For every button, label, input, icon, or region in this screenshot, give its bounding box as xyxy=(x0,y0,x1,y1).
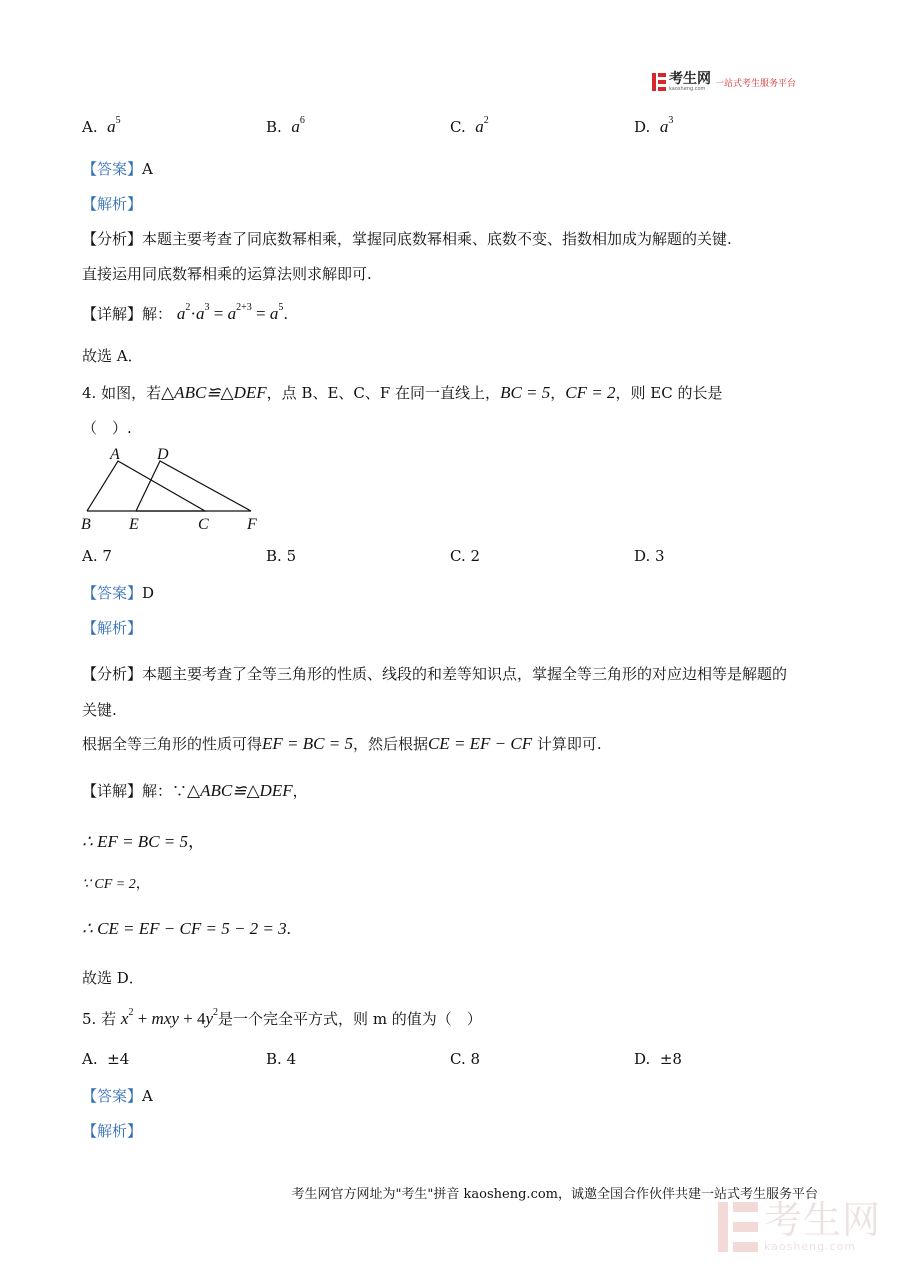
q4-detail: 【详解】解：∵△ABC≌△DEF， xyxy=(82,781,308,800)
q4-step3: ∵ CF = 2， xyxy=(82,877,150,892)
q3-answer: 【答案】A xyxy=(82,160,153,178)
watermark xyxy=(718,1200,881,1253)
q3-option-a: A. $a^5$ xyxy=(82,115,121,136)
q5-analysis-tag: 【解析】 xyxy=(82,1122,143,1140)
q4-paren: （ ）. xyxy=(82,419,132,437)
q5-option-b: B. 4 xyxy=(266,1050,297,1068)
q4-step4: ∴ CE = EF − CF = 5 − 2 = 3. xyxy=(82,919,291,938)
label-d: D xyxy=(157,446,169,463)
q4-stem: 4. 如图，若△ABC≌△DEF，点 B、E、C、F 在同一直线上，BC = 5，CF = 2，则 EC 的长是 xyxy=(82,383,723,402)
label-c: C xyxy=(198,516,209,533)
watermark-domain: kaosheng.com xyxy=(764,1240,857,1253)
watermark-name: 考生网 xyxy=(764,1198,882,1242)
q4-fenxi-line2: 关键. xyxy=(82,701,117,719)
q3-detail: 【详解】解： $a^2\cdot a^3 = a^{2+3} = a^5$. xyxy=(82,302,289,323)
watermark-logo-icon xyxy=(718,1202,758,1252)
q3-conclusion: 故选 A． xyxy=(82,347,143,365)
q3-fenxi-line2: 直接运用同底数幂相乘的运算法则求解即可. xyxy=(82,265,372,283)
q3-analysis-tag: 【解析】 xyxy=(82,195,143,213)
q5-option-d: D. ±8 xyxy=(634,1050,682,1068)
q4-option-a: A. 7 xyxy=(82,547,112,565)
q3-detail-equation: $a^2\cdot a^3 = a^{2+3} = a^5$ xyxy=(176,302,284,323)
q3-fenxi: 【分析】本题主要考查了同底数幂相乘，掌握同底数幂相乘、底数不变、指数相加成为解题的关键. xyxy=(82,230,732,248)
label-e: E xyxy=(129,516,139,533)
triangle-def xyxy=(136,461,251,511)
q4-option-b: B. 5 xyxy=(266,547,297,565)
label-f: F xyxy=(247,516,257,533)
triangle-abc xyxy=(87,461,205,511)
logo-slogan: 一站式考生服务平台 xyxy=(715,78,797,89)
logo-domain: kaosheng.com xyxy=(669,86,706,92)
q4-fenxi-line3: 根据全等三角形的性质可得EF = BC = 5，然后根据CE = EF − CF 计算即可. xyxy=(82,734,602,753)
q4-triangles-figure xyxy=(78,443,278,535)
q4-option-d: D. 3 xyxy=(634,547,665,565)
q4-option-c: C. 2 xyxy=(450,547,481,565)
q4-step2: ∴ EF = BC = 5， xyxy=(82,832,206,851)
q4-conclusion: 故选 D． xyxy=(82,969,144,987)
label-b: B xyxy=(81,516,91,533)
header-logo xyxy=(652,72,796,92)
q4-answer: 【答案】D xyxy=(82,584,155,602)
kaosheng-logo-icon xyxy=(652,73,666,91)
q3-option-d: D. $a^3$ xyxy=(634,115,674,136)
q5-option-c: C. 8 xyxy=(450,1050,481,1068)
q5-expression: $x^2$ + mxy + $4y^2$ xyxy=(120,1007,219,1028)
q5-answer: 【答案】A xyxy=(82,1087,153,1105)
q5-option-a: A. ±4 xyxy=(82,1050,130,1068)
q3-option-c: C. $a^2$ xyxy=(450,115,489,136)
q5-stem: 5. 若 $x^2$ + mxy + $4y^2$是一个完全平方式，则 m 的值为（ ） xyxy=(82,1007,482,1028)
footer-text: 考生网官方网址为"考生"拼音 kaosheng.com，诚邀全国合作伙伴共建一站式考生服务平台 xyxy=(291,1187,818,1202)
q3-option-b: B. $a^6$ xyxy=(266,115,305,136)
q4-fenxi: 【分析】本题主要考查了全等三角形的性质、线段的和差等知识点，掌握全等三角形的对应边相等是解题的 xyxy=(82,665,788,683)
q4-analysis-tag: 【解析】 xyxy=(82,619,143,637)
logo-name: 考生网 xyxy=(669,71,711,87)
label-a: A xyxy=(110,446,120,463)
